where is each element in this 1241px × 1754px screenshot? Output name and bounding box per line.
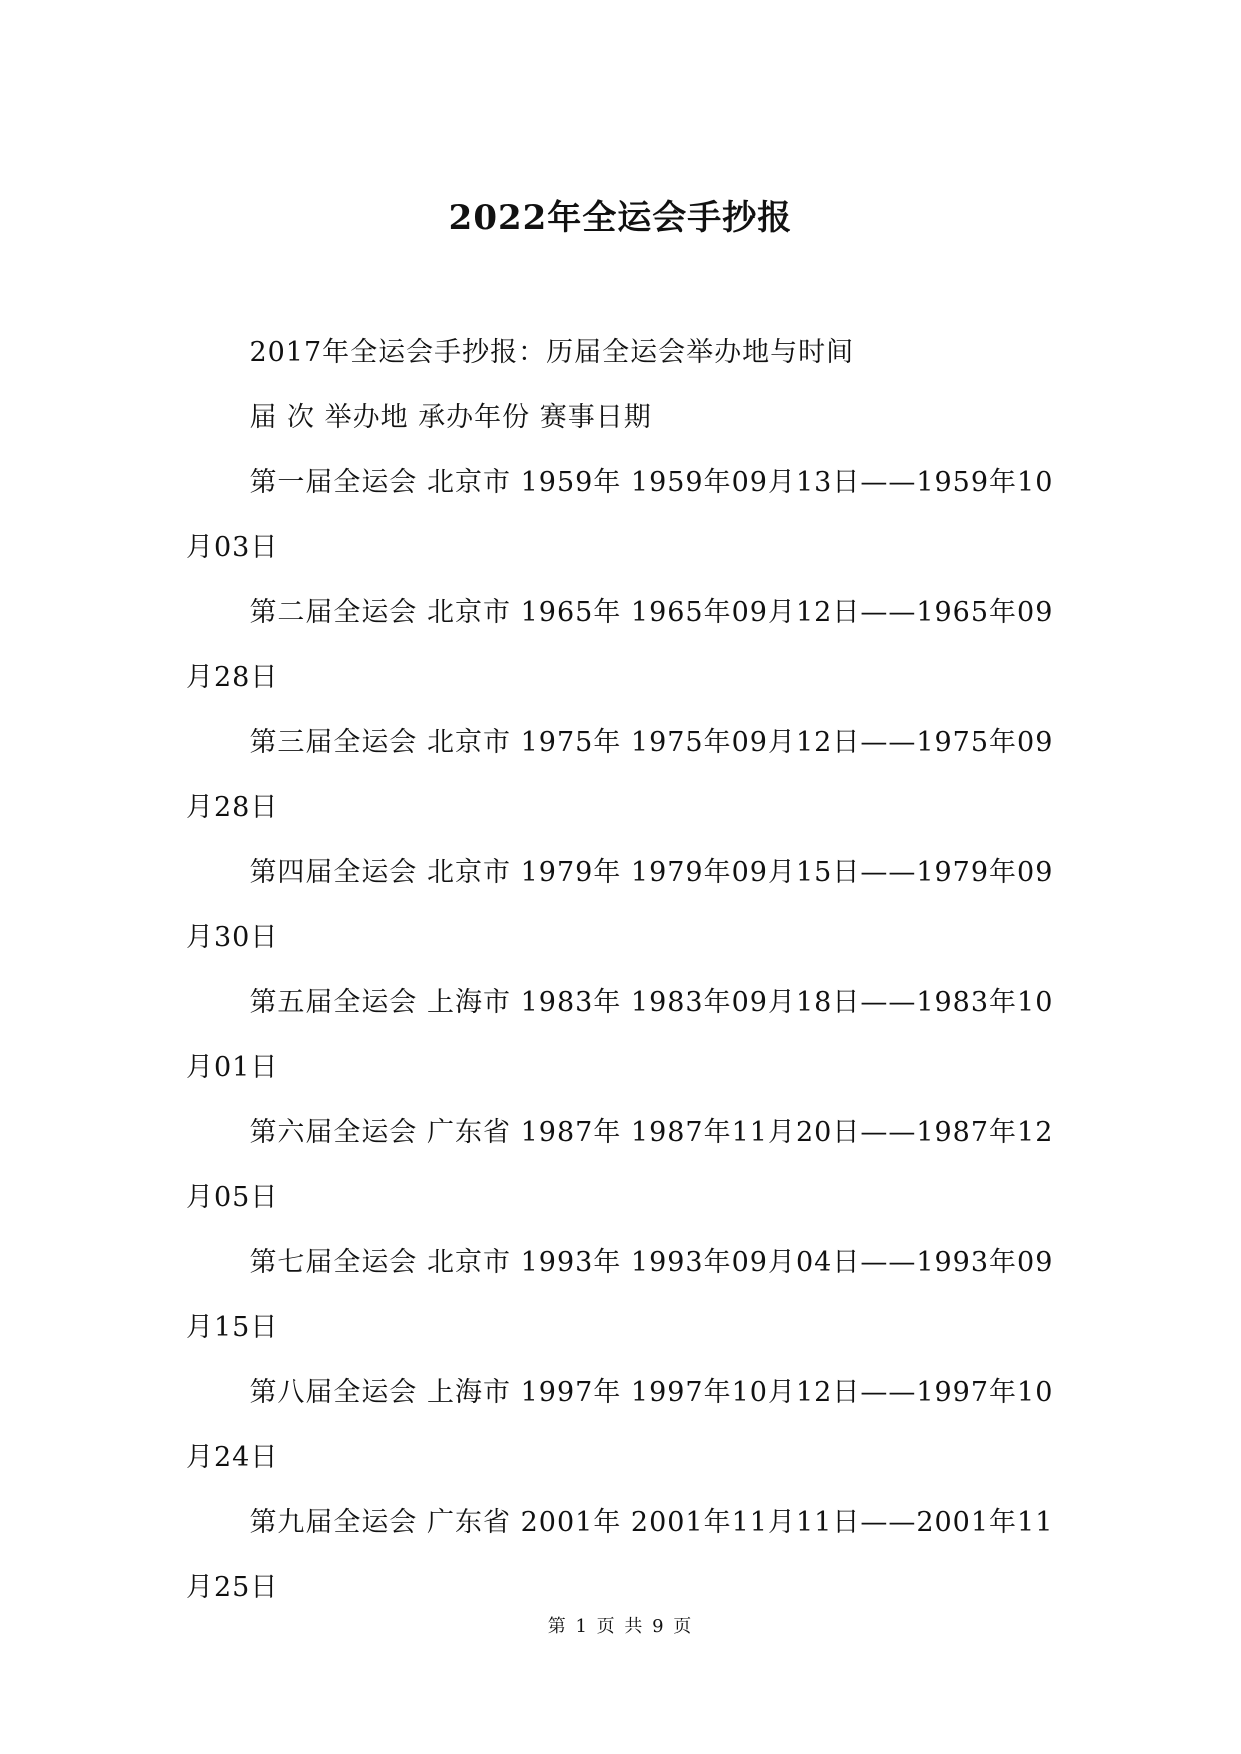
paragraph-games-2: 第二届全运会 北京市 1965年 1965年09月12日——1965年09月28日: [186, 597, 1054, 693]
paragraph-games-3: 第三届全运会 北京市 1975年 1975年09月12日——1975年09月28日: [186, 727, 1054, 823]
paragraph-games-8: 第八届全运会 上海市 1997年 1997年10月12日——1997年10月24日: [186, 1377, 1054, 1473]
paragraph-games-6: 第六届全运会 广东省 1987年 1987年11月20日——1987年12月05日: [186, 1117, 1054, 1213]
paragraph-games-5: 第五届全运会 上海市 1983年 1983年09月18日——1983年10月01日: [186, 987, 1054, 1083]
paragraph-games-9: 第九届全运会 广东省 2001年 2001年11月11日——2001年11月25日: [186, 1507, 1054, 1603]
paragraph-games-1: 第一届全运会 北京市 1959年 1959年09月13日——1959年10月03日: [186, 467, 1054, 563]
paragraph-games-7: 第七届全运会 北京市 1993年 1993年09月04日——1993年09月15日: [186, 1247, 1054, 1343]
paragraph-table-header: 届 次 举办地 承办年份 赛事日期: [249, 402, 652, 433]
document-body: [186, 320, 1056, 1620]
paragraph-games-4: 第四届全运会 北京市 1979年 1979年09月15日——1979年09月30日: [186, 857, 1054, 953]
paragraph-intro: 2017年全运会手抄报：历届全运会举办地与时间: [249, 337, 855, 368]
document-title: 2022年全运会手抄报: [448, 198, 793, 238]
page-footer: 第 1 页 共 9 页: [547, 1616, 694, 1637]
